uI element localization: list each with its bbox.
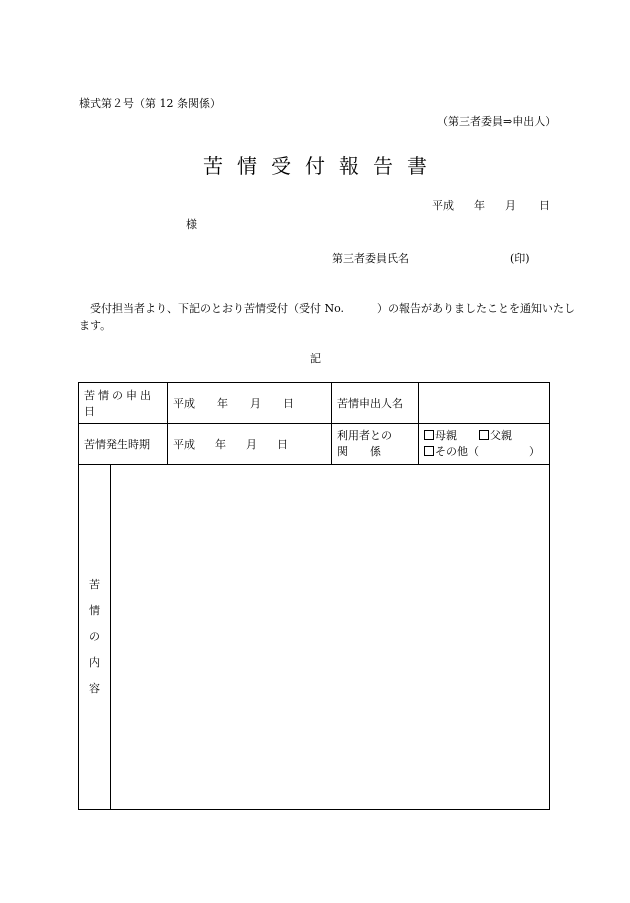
- ki-heading: 記: [310, 352, 321, 365]
- form-number: 様式第２号（第 12 条関係）: [79, 97, 221, 110]
- relation-label: 利用者との 関 係: [332, 424, 419, 465]
- date-day: 日: [539, 199, 550, 212]
- complaint-date-label: 苦情の申出日: [79, 383, 168, 424]
- table-row: [79, 465, 550, 810]
- checkbox-mother[interactable]: 母親: [424, 429, 457, 442]
- complaint-content-field[interactable]: [111, 465, 549, 809]
- applicant-name-field[interactable]: [419, 383, 550, 424]
- direction-note: （第三者委員⇒申出人）: [437, 115, 557, 128]
- era: 平成: [173, 397, 195, 410]
- notice-line-2: ます。: [79, 319, 112, 332]
- date-year: 年: [474, 199, 485, 212]
- table-row: [79, 424, 550, 465]
- date-month: 月: [505, 199, 516, 212]
- year: 年: [217, 397, 228, 410]
- table-row: [79, 383, 550, 424]
- month: 月: [250, 397, 261, 410]
- relation-options: [419, 424, 550, 465]
- occurrence-period-label: 苦情発生時期: [79, 424, 168, 465]
- month: 月: [246, 438, 257, 451]
- notice-line-1: 受付担当者より、下記のとおり苦情受付（受付 No. ）の報告がありましたことを通知いたし: [90, 302, 576, 315]
- other-close: ）: [529, 445, 540, 458]
- checkbox-father[interactable]: 父親: [479, 429, 512, 442]
- committee-name-label: 第三者委員氏名: [332, 252, 409, 265]
- complaint-form-table: [78, 382, 550, 810]
- checkbox-other[interactable]: その他（: [424, 445, 479, 458]
- year: 年: [215, 438, 226, 451]
- complaint-content-label: 苦 情 の 内 容: [79, 465, 111, 809]
- era: 平成: [173, 438, 195, 451]
- occurrence-period-field[interactable]: [168, 424, 332, 465]
- complaint-date-field[interactable]: [168, 383, 332, 424]
- date-era: 平成: [432, 199, 454, 212]
- day: 日: [277, 438, 288, 451]
- seal-mark: (印): [510, 252, 530, 265]
- day: 日: [283, 397, 294, 410]
- document-title: 苦情受付報告書: [203, 154, 441, 178]
- recipient-suffix: 様: [186, 218, 197, 231]
- applicant-name-label: 苦情申出人名: [332, 383, 419, 424]
- report-date: [432, 197, 550, 213]
